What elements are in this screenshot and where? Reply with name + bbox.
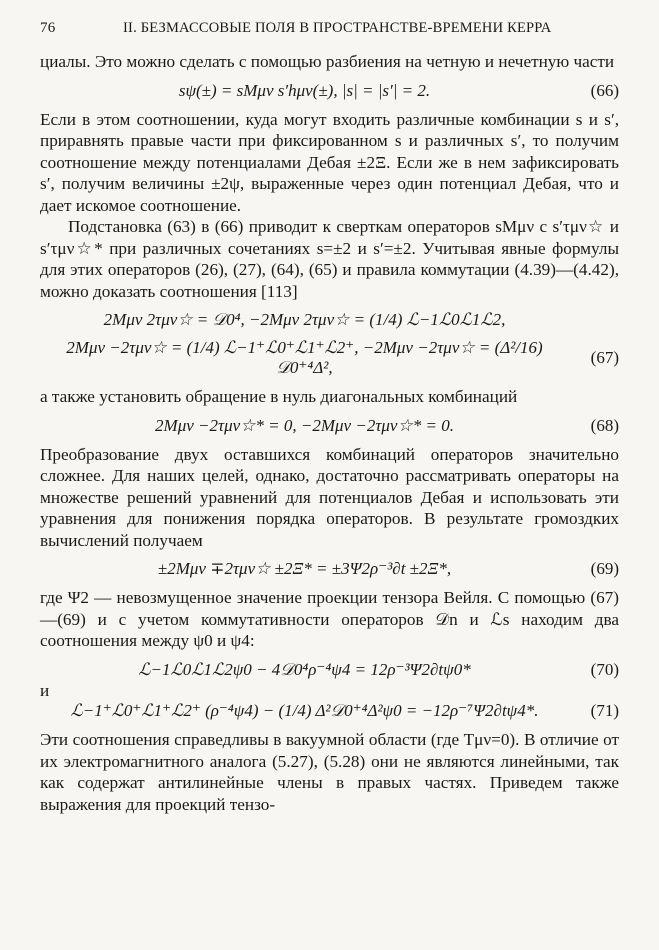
equation-body: sψ(±) = sMμν s′hμν(±), |s| = |s′| = 2. xyxy=(178,80,431,100)
equation-number: (68) xyxy=(590,415,619,435)
equation-69 xyxy=(40,559,619,579)
equation-body: ℒ−1ℒ0ℒ1ℒ2ψ0 − 4𝒟0⁴ρ⁻⁴ψ4 = 12ρ⁻³Ψ2∂tψ0* xyxy=(138,659,471,679)
equation-body: 2Mμν 2τμν☆ = 𝒟0⁴, −2Mμν 2τμν☆ = (1/4) ℒ−1ℒ0ℒ1ℒ2, xyxy=(103,310,506,329)
equation-body: 2Mμν −2τμν☆* = 0, −2Mμν −2τμν☆* = 0. xyxy=(155,415,454,435)
equation-number: (71) xyxy=(590,701,619,720)
equation-number: (69) xyxy=(590,559,619,578)
paragraph-5: Преобразование двух оставшихся комбинаций операторов значительно сложнее. Для наших целей, однако, достаточно рассматривать операторы на множестве решений уравнений для потенциалов Дебая и использовать эти уравнения для понижения порядка операторов. В результате громоздких вычислений получаем xyxy=(40,444,619,550)
equation-71 xyxy=(40,701,619,721)
paragraph-1: циалы. Это можно сделать с помощью разбиения на четную и нечетную части xyxy=(40,52,615,71)
paragraph-7: и xyxy=(40,680,50,700)
equation-number: (66) xyxy=(590,80,619,100)
running-title: II. БЕЗМАССОВЫЕ ПОЛЯ В ПРОСТРАНСТВЕ-ВРЕМЕНИ КЕРРА xyxy=(123,20,552,36)
equation-number: (67) xyxy=(590,348,619,367)
paragraph-2: Если в этом соотношении, куда могут входить различные комбинации s и s′, приравнять правые части при фиксированном s и различных s′, то получим соотношение между потенциалами Дебая ±2Ξ. Если же в нем зафиксировать s′, получим величины ±2ψ, выраженные через один потенциал Дебая, что и дает искомое соотношение. xyxy=(40,109,619,215)
equation-67b xyxy=(40,338,619,378)
equation-number: (70) xyxy=(590,659,619,679)
paragraph-4: а также установить обращение в нуль диагональных комбинаций xyxy=(40,387,518,406)
page-number: 76 xyxy=(40,20,56,36)
equation-body: ±2Mμν ∓2τμν☆ ±2Ξ* = ±3Ψ2ρ⁻³∂t ±2Ξ*, xyxy=(157,559,452,578)
equation-68 xyxy=(40,416,619,436)
paragraph-3: Подстановка (63) в (66) приводит к сверткам операторов sMμν с s′τμν☆ и s′τμν☆* при различных сочетаниях s=±2 и s′=±2. Учитывая явные формулы для этих операторов (26), (27), (64), (65) и правила коммутации (4.39)—(4.42), можно доказать соотношения [113] xyxy=(40,217,619,301)
paragraph-8: Эти соотношения справедливы в вакуумной области (где Tμν=0). В отличие от их электромагнитного аналога (5.27), (5.28) они не являются линейными, так как содержат антилинейные члены в правых частях. Приведем также выражения для проекций тензо- xyxy=(40,730,619,814)
equation-body: 2Mμν −2τμν☆ = (1/4) ℒ−1⁺ℒ0⁺ℒ1⁺ℒ2⁺, −2Mμν −2τμν☆ = (Δ²/16) 𝒟0⁺⁴Δ², xyxy=(66,338,543,377)
equation-67a xyxy=(40,310,619,330)
equation-70 xyxy=(40,660,619,680)
page-header xyxy=(40,20,619,37)
equation-body: ℒ−1⁺ℒ0⁺ℒ1⁺ℒ2⁺ (ρ⁻⁴ψ4) − (1/4) Δ²𝒟0⁺⁴Δ²ψ0 = −12ρ⁻⁷Ψ2∂tψ4*. xyxy=(70,701,539,720)
equation-66 xyxy=(40,81,619,101)
paragraph-6: где Ψ2 — невозмущенное значение проекции тензора Вейля. С помощью (67)—(69) и с учетом коммутативности операторов 𝒟n и ℒs находим два соотношения между ψ0 и ψ4: xyxy=(40,588,619,650)
